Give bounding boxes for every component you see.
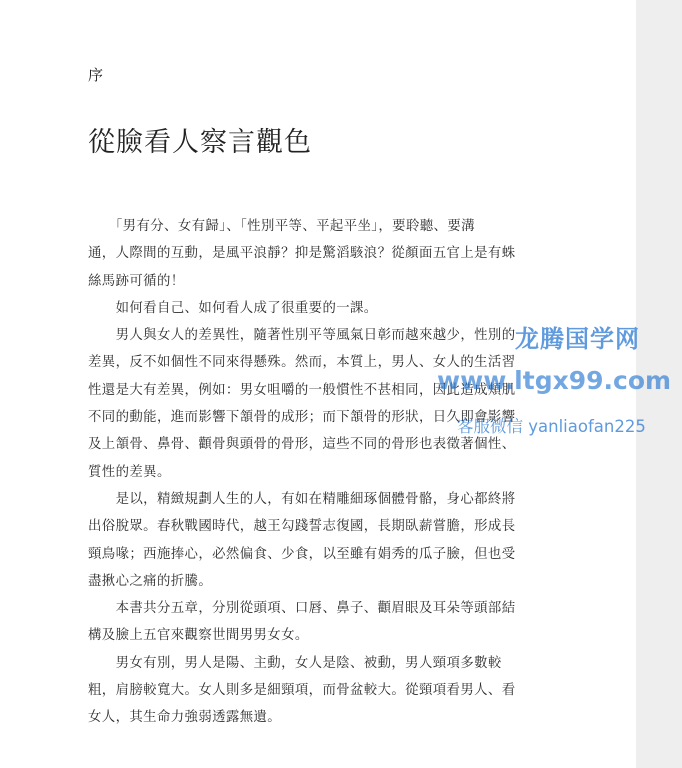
paragraph (88, 595, 568, 650)
paragraph (88, 486, 568, 595)
text-line: 構及臉上五官來觀察世間男男女女。 (88, 628, 309, 644)
text-line: 出俗脫眾。春秋戰國時代，越王勾踐誓志復國，長期臥薪嘗膽，形成長 (88, 519, 516, 535)
paragraph (88, 295, 568, 322)
text-line: 絲馬跡可循的！ (88, 273, 185, 289)
text-line: 女人，其生命力強弱透露無遺。 (88, 710, 282, 726)
text-line: 如何看自己、如何看人成了很重要的一課。 (88, 300, 378, 316)
watermark-url: www.ltgx99.com (437, 366, 672, 395)
text-line: 及上頷骨、鼻骨、顴骨與頭骨的骨形，這些不同的骨形也表徵著個性、 (88, 437, 516, 453)
page-margin (636, 0, 682, 768)
section-label: 序 (88, 66, 104, 84)
body-text (88, 213, 568, 732)
text-line: 粗，肩膀較寬大。女人則多是細頸項，而骨盆較大。從頸項看男人、看 (88, 683, 516, 699)
text-line: 質性的差異。 (88, 464, 171, 480)
text-line: 通，人際間的互動，是風平浪靜？抑是驚滔駭浪？從顏面五官上是有蛛 (88, 246, 516, 262)
text-line: 是以，精緻規劃人生的人，有如在精雕細琢個體骨骼，身心都終將 (88, 491, 516, 507)
chapter-title: 從臉看人察言觀色 (88, 127, 312, 158)
text-line: 男女有別，男人是陽、主動，女人是陰、被動，男人頸項多數較 (88, 655, 502, 671)
text-line: 性還是大有差異，例如：男女咀嚼的一般慣性不甚相同，因此造成頰肌 (88, 382, 516, 398)
text-line: 不同的動能，進而影響下頷骨的成形；而下頷骨的形狀，日久即會影響 (88, 410, 516, 426)
watermark-site-name: 龙腾国学网 (515, 325, 640, 353)
paragraph (88, 650, 568, 732)
text-line: 差異，反不如個性不同來得懸殊。然而，本質上，男人、女人的生活習 (88, 355, 516, 371)
paragraph (88, 322, 568, 486)
text-line: 本書共分五章，分別從頭項、口唇、鼻子、顴眉眼及耳朵等頭部結 (88, 601, 516, 617)
text-line: 「男有分、女有歸」、「性別平等、平起平坐」，要聆聽、要溝 (88, 219, 475, 234)
text-line: 男人與女人的差異性，隨著性別平等風氣日彰而越來越少，性別的 (88, 328, 516, 344)
paragraph (88, 213, 568, 295)
text-line: 盡揪心之痛的折騰。 (88, 573, 213, 589)
text-line: 頸鳥喙；西施捧心，必然偏食、少食，以至雖有娟秀的瓜子臉，但也受 (88, 546, 516, 562)
watermark-contact: 客服微信 yanliaofan225 (457, 417, 646, 436)
